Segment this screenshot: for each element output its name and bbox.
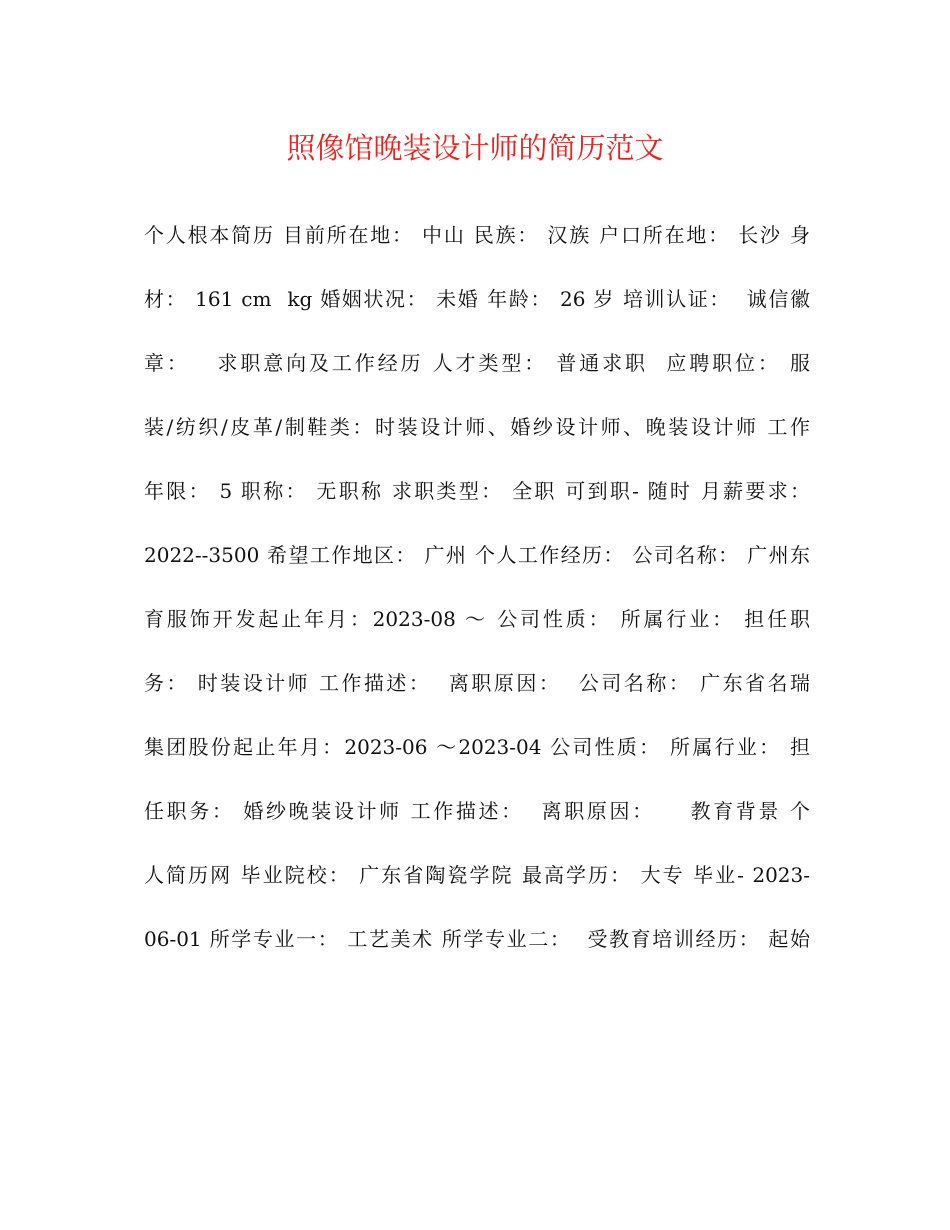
body-line: 材： 161 cm kg 婚姻状况： 未婚 年龄： 26 岁 培训认证： 诚信徽: [144, 287, 810, 311]
body-line: 集团股份起止年月：2023-06 ～2023-04 公司性质： 所属行业： 担: [144, 735, 810, 759]
body-line: 装/纺织/皮革/制鞋类：时装设计师、婚纱设计师、晚装设计师 工作: [144, 415, 810, 439]
body-line: 章： 求职意向及工作经历 人才类型： 普通求职 应聘职位： 服: [144, 351, 810, 375]
body-line: 06-01 所学专业一： 工艺美术 所学专业二： 受教育培训经历： 起始: [144, 927, 810, 951]
resume-body: [144, 212, 810, 980]
body-line: 个人根本简历 目前所在地： 中山 民族： 汉族 户口所在地： 长沙 身: [144, 223, 810, 247]
body-line: 务： 时装设计师 工作描述： 离职原因： 公司名称： 广东省名瑞: [144, 671, 810, 695]
body-line: 年限： 5 职称： 无职称 求职类型： 全职 可到职- 随时 月薪要求：: [144, 479, 810, 503]
body-line: 任职务： 婚纱晚装设计师 工作描述： 离职原因： 教育背景 个: [144, 799, 810, 823]
body-line: 2022--3500 希望工作地区： 广州 个人工作经历： 公司名称： 广州东: [144, 543, 810, 567]
body-line: 人简历网 毕业院校： 广东省陶瓷学院 最高学历： 大专 毕业- 2023-: [144, 863, 810, 887]
body-line: 育服饰开发起止年月：2023-08 ～ 公司性质： 所属行业： 担任职: [144, 607, 810, 631]
document-title: 照像馆晚装设计师的简历范文: [286, 131, 664, 165]
